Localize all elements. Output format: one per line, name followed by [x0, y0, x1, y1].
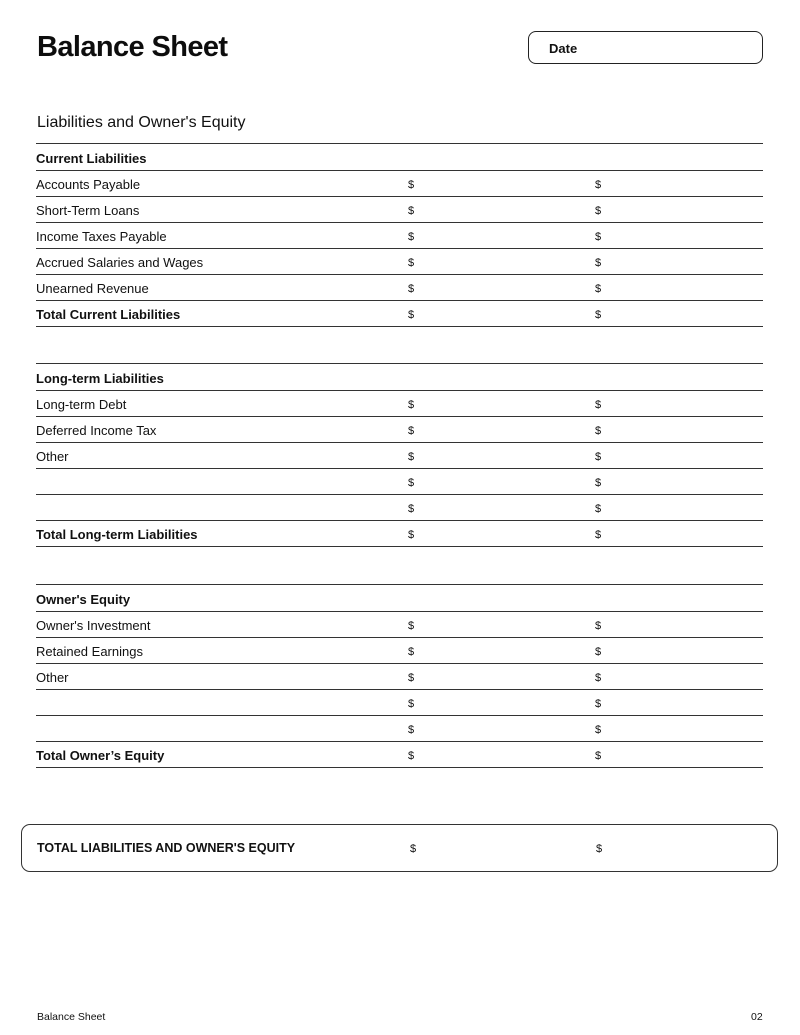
- amount-field-2[interactable]: $: [595, 451, 602, 463]
- grand-total-label: TOTAL LIABILITIES AND OWNER'S EQUITY: [37, 841, 296, 855]
- amount-field-1[interactable]: $: [408, 399, 415, 411]
- grand-total-field-2[interactable]: $: [596, 843, 603, 855]
- table-row: [36, 223, 763, 249]
- table-row: [36, 275, 763, 301]
- total-field-2[interactable]: $: [595, 529, 602, 541]
- section-header: [36, 143, 763, 171]
- total-field-1[interactable]: $: [408, 529, 415, 541]
- grand-total-box: [21, 824, 778, 872]
- amount-field-1[interactable]: $: [408, 205, 415, 217]
- row-label: Other: [36, 449, 69, 464]
- total-field-1[interactable]: $: [408, 309, 415, 321]
- table-row: [36, 495, 763, 521]
- total-row: [36, 742, 763, 768]
- section-heading: Long-term Liabilities: [36, 371, 164, 386]
- amount-field-2[interactable]: $: [595, 672, 602, 684]
- table-row: [36, 171, 763, 197]
- total-row: [36, 301, 763, 327]
- amount-field-1[interactable]: $: [408, 646, 415, 658]
- amount-field-1[interactable]: $: [408, 283, 415, 295]
- table-row: [36, 197, 763, 223]
- table-row: [36, 690, 763, 716]
- row-label: Accrued Salaries and Wages: [36, 255, 204, 270]
- amount-field-2[interactable]: $: [595, 399, 602, 411]
- date-field[interactable]: [528, 31, 763, 64]
- total-field-2[interactable]: $: [595, 309, 602, 321]
- date-label: Date: [549, 41, 578, 56]
- amount-field-1[interactable]: $: [408, 672, 415, 684]
- amount-field-1[interactable]: $: [408, 179, 415, 191]
- total-field-1[interactable]: $: [408, 750, 415, 762]
- amount-field-2[interactable]: $: [595, 724, 602, 736]
- total-field-2[interactable]: $: [595, 750, 602, 762]
- row-label: Income Taxes Payable: [36, 229, 167, 244]
- amount-field-2[interactable]: $: [595, 646, 602, 658]
- page-title: Balance Sheet: [37, 31, 228, 63]
- amount-field-1[interactable]: $: [408, 425, 415, 437]
- row-label: Other: [36, 670, 69, 685]
- amount-field-2[interactable]: $: [595, 425, 602, 437]
- row-label: Accounts Payable: [36, 177, 141, 192]
- section-heading: Current Liabilities: [36, 151, 147, 166]
- longterm-liabilities-section: [36, 363, 763, 547]
- grand-total-field-1[interactable]: $: [410, 843, 417, 855]
- amount-field-1[interactable]: $: [408, 451, 415, 463]
- amount-field-1[interactable]: $: [408, 620, 415, 632]
- amount-field-2[interactable]: $: [595, 620, 602, 632]
- amount-field-2[interactable]: $: [595, 503, 602, 515]
- row-label: Owner's Investment: [36, 618, 151, 633]
- table-row: [36, 391, 763, 417]
- owners-equity-section: [36, 584, 763, 768]
- amount-field-2[interactable]: $: [595, 283, 602, 295]
- amount-field-2[interactable]: $: [595, 698, 602, 710]
- section-heading: Owner's Equity: [36, 592, 131, 607]
- table-row: [36, 612, 763, 638]
- amount-field-2[interactable]: $: [595, 179, 602, 191]
- table-row: [36, 469, 763, 495]
- row-label: Unearned Revenue: [36, 281, 149, 296]
- section-header: [36, 363, 763, 391]
- table-row: [36, 443, 763, 469]
- table-row: [36, 638, 763, 664]
- table-row: [36, 664, 763, 690]
- row-label: Deferred Income Tax: [36, 423, 157, 438]
- total-row: [36, 521, 763, 547]
- row-label: Long-term Debt: [36, 397, 127, 412]
- amount-field-1[interactable]: $: [408, 503, 415, 515]
- amount-field-2[interactable]: $: [595, 205, 602, 217]
- row-label: Retained Earnings: [36, 644, 143, 659]
- total-label: Total Owner’s Equity: [36, 748, 165, 763]
- section-header: [36, 584, 763, 612]
- total-label: Total Long-term Liabilities: [36, 527, 198, 542]
- amount-field-1[interactable]: $: [408, 257, 415, 269]
- amount-field-1[interactable]: $: [408, 698, 415, 710]
- table-row: [36, 417, 763, 443]
- page-number: 02: [751, 1011, 763, 1023]
- amount-field-2[interactable]: $: [595, 257, 602, 269]
- amount-field-2[interactable]: $: [595, 231, 602, 243]
- amount-field-2[interactable]: $: [595, 477, 602, 489]
- footer-title: Balance Sheet: [37, 1011, 106, 1023]
- table-row: [36, 249, 763, 275]
- row-label: Short-Term Loans: [36, 203, 140, 218]
- current-liabilities-section: [36, 143, 763, 327]
- amount-field-1[interactable]: $: [408, 231, 415, 243]
- section-subtitle: Liabilities and Owner's Equity: [37, 114, 246, 131]
- total-label: Total Current Liabilities: [36, 307, 181, 322]
- table-row: [36, 716, 763, 742]
- amount-field-1[interactable]: $: [408, 724, 415, 736]
- amount-field-1[interactable]: $: [408, 477, 415, 489]
